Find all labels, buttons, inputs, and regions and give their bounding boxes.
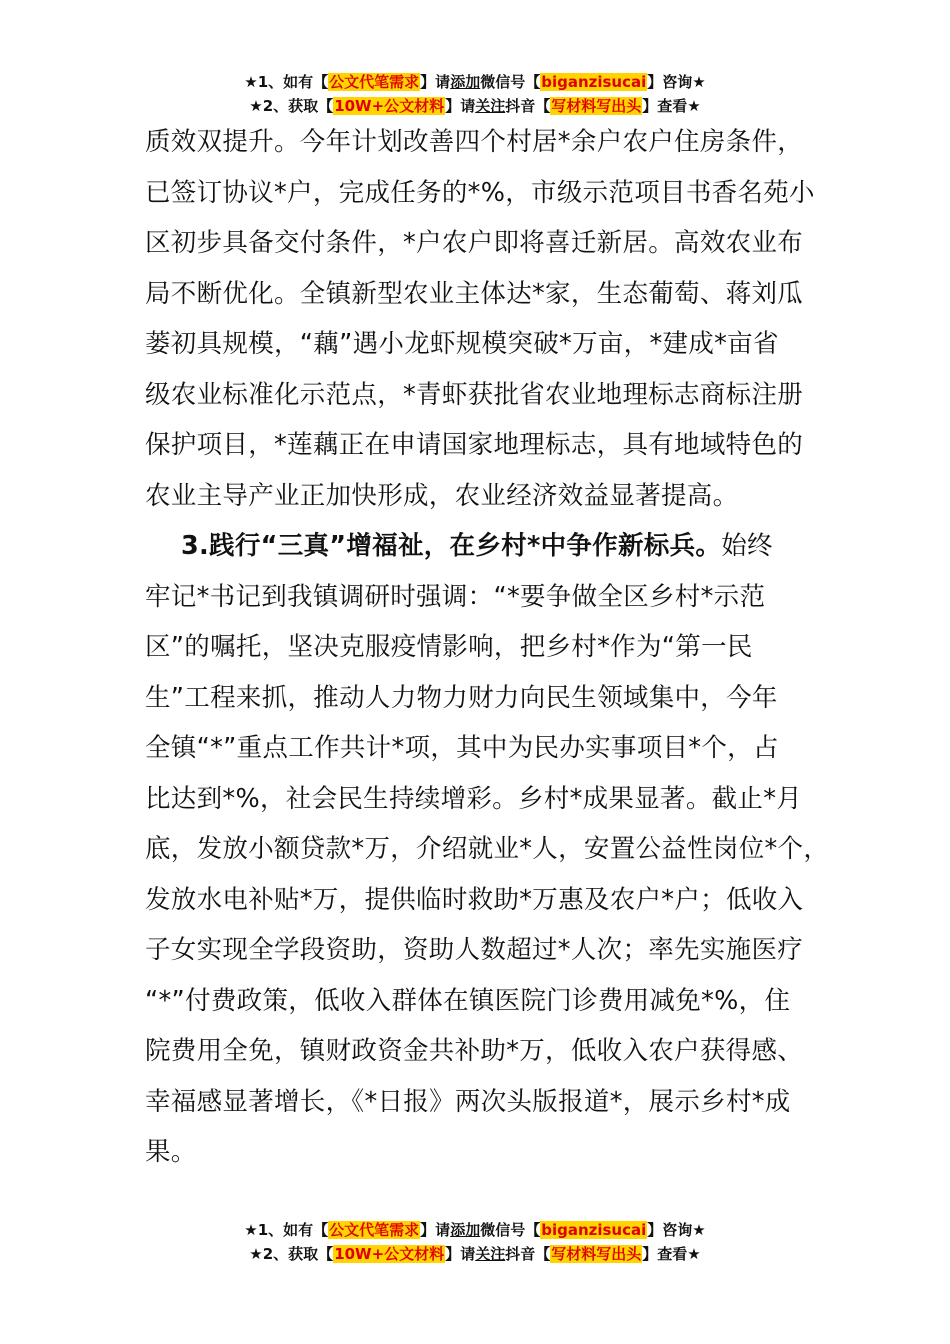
text-line: 院费用全免，镇财政资金共补助*万，低收入农户获得感、 — [145, 1036, 804, 1066]
promo-highlight: 10W+公文材料 — [334, 1245, 445, 1263]
promo-text: 抖音【 — [505, 1245, 551, 1263]
promo-text: 微信号【 — [480, 73, 541, 91]
promo-line-1 — [0, 1218, 950, 1242]
promo-line-2 — [0, 94, 950, 118]
promo-text: ★1、如有【 — [244, 1221, 329, 1239]
text-line: 比达到*%，社会民生持续增彩。乡村*成果显著。截止*月 — [145, 783, 803, 814]
promo-underline: 关注 — [475, 1245, 506, 1263]
promo-highlight: 10W+公文材料 — [334, 97, 445, 115]
document-body — [145, 117, 845, 1178]
text-line: 子女实现全学段资助，资助人数超过*人次；率先实施医疗 — [145, 935, 804, 965]
text-line: “*”付费政策，低收入群体在镇医院门诊费用减免*%，住 — [145, 985, 791, 1016]
promo-highlight: biganzisucai — [541, 73, 647, 91]
promo-highlight: 写材料写出头 — [551, 1245, 642, 1263]
promo-highlight: 公文代笔需求 — [329, 1221, 420, 1239]
section-heading: 3.践行“三真”增福祉，在乡村*中争作新标兵。 — [181, 531, 722, 561]
promo-underline: 添加 — [450, 73, 481, 91]
promo-text: ★2、获取【 — [249, 97, 334, 115]
text-line: 生”工程来抓，推动人力物力财力向民生领域集中，今年 — [145, 682, 778, 713]
promo-highlight: biganzisucai — [541, 1221, 647, 1239]
text-line: 局不断优化。全镇新型农业主体达*家，生态葡萄、蒋刘瓜 — [145, 278, 804, 309]
text-line: 蒌初具规模，“藕”遇小龙虾规模突破*万亩，*建成*亩省 — [145, 329, 779, 359]
text-line: 牢记*书记到我镇调研时强调：“*要争做全区乡村*示范 — [145, 581, 766, 612]
promo-line-1 — [0, 70, 950, 94]
text-line: 级农业标准化示范点，*青虾获批省农业地理标志商标注册 — [145, 379, 804, 410]
text-line: 区初步具备交付条件，*户农户即将喜迁新居。高效农业布 — [145, 228, 804, 258]
promo-underline: 关注 — [475, 97, 506, 115]
promo-text: 】查看★ — [642, 97, 701, 115]
paragraph-2 — [145, 521, 845, 1178]
promo-text: 】请 — [445, 97, 476, 115]
promo-highlight: 写材料写出头 — [551, 97, 642, 115]
text-line: 幸福感显著增长，《*日报》两次头版报道*，展示乡村*成 — [145, 1086, 791, 1117]
text-line: 质效双提升。今年计划改善四个村居*余户农户住房条件， — [145, 127, 804, 157]
promo-banner-bottom — [0, 1218, 950, 1266]
promo-text: 】请 — [420, 73, 451, 91]
promo-text: ★1、如有【 — [244, 73, 329, 91]
promo-text: 】请 — [420, 1221, 451, 1239]
promo-text: 】咨询★ — [647, 73, 706, 91]
text-line: 区”的嘱托，坚决克服疫情影响，把乡村*作为“第一民 — [145, 632, 753, 662]
text-line: 发放水电补贴*万，提供临时救助*万惠及农户*户；低收入 — [145, 884, 804, 915]
promo-text: 】请 — [445, 1245, 476, 1263]
text-line: 果。 — [145, 1137, 197, 1167]
promo-highlight: 公文代笔需求 — [329, 73, 420, 91]
paragraph-1 — [145, 117, 845, 521]
text-line: 保护项目，*莲藕正在申请国家地理标志，具有地域特色的 — [145, 430, 804, 460]
text-line: 底，发放小额贷款*万，介绍就业*人，安置公益性岗位*个， — [145, 834, 830, 864]
promo-text: ★2、获取【 — [249, 1245, 334, 1263]
text-line: 全镇“*”重点工作共计*项，其中为民办实事项目*个，占 — [145, 733, 779, 763]
text-line: 已签订协议*户，完成任务的*%，市级示范项目书香名苑小 — [145, 177, 815, 208]
promo-underline: 添加 — [450, 1221, 481, 1239]
promo-text: 】查看★ — [642, 1245, 701, 1263]
promo-banner-top — [0, 70, 950, 118]
promo-line-2 — [0, 1242, 950, 1266]
promo-text: 微信号【 — [480, 1221, 541, 1239]
text-line: 农业主导产业正加快形成，农业经济效益显著提高。 — [145, 480, 739, 511]
promo-text: 】咨询★ — [647, 1221, 706, 1239]
promo-text: 抖音【 — [505, 97, 551, 115]
text-fragment: 始终 — [721, 531, 773, 561]
text-line-first — [145, 521, 845, 572]
